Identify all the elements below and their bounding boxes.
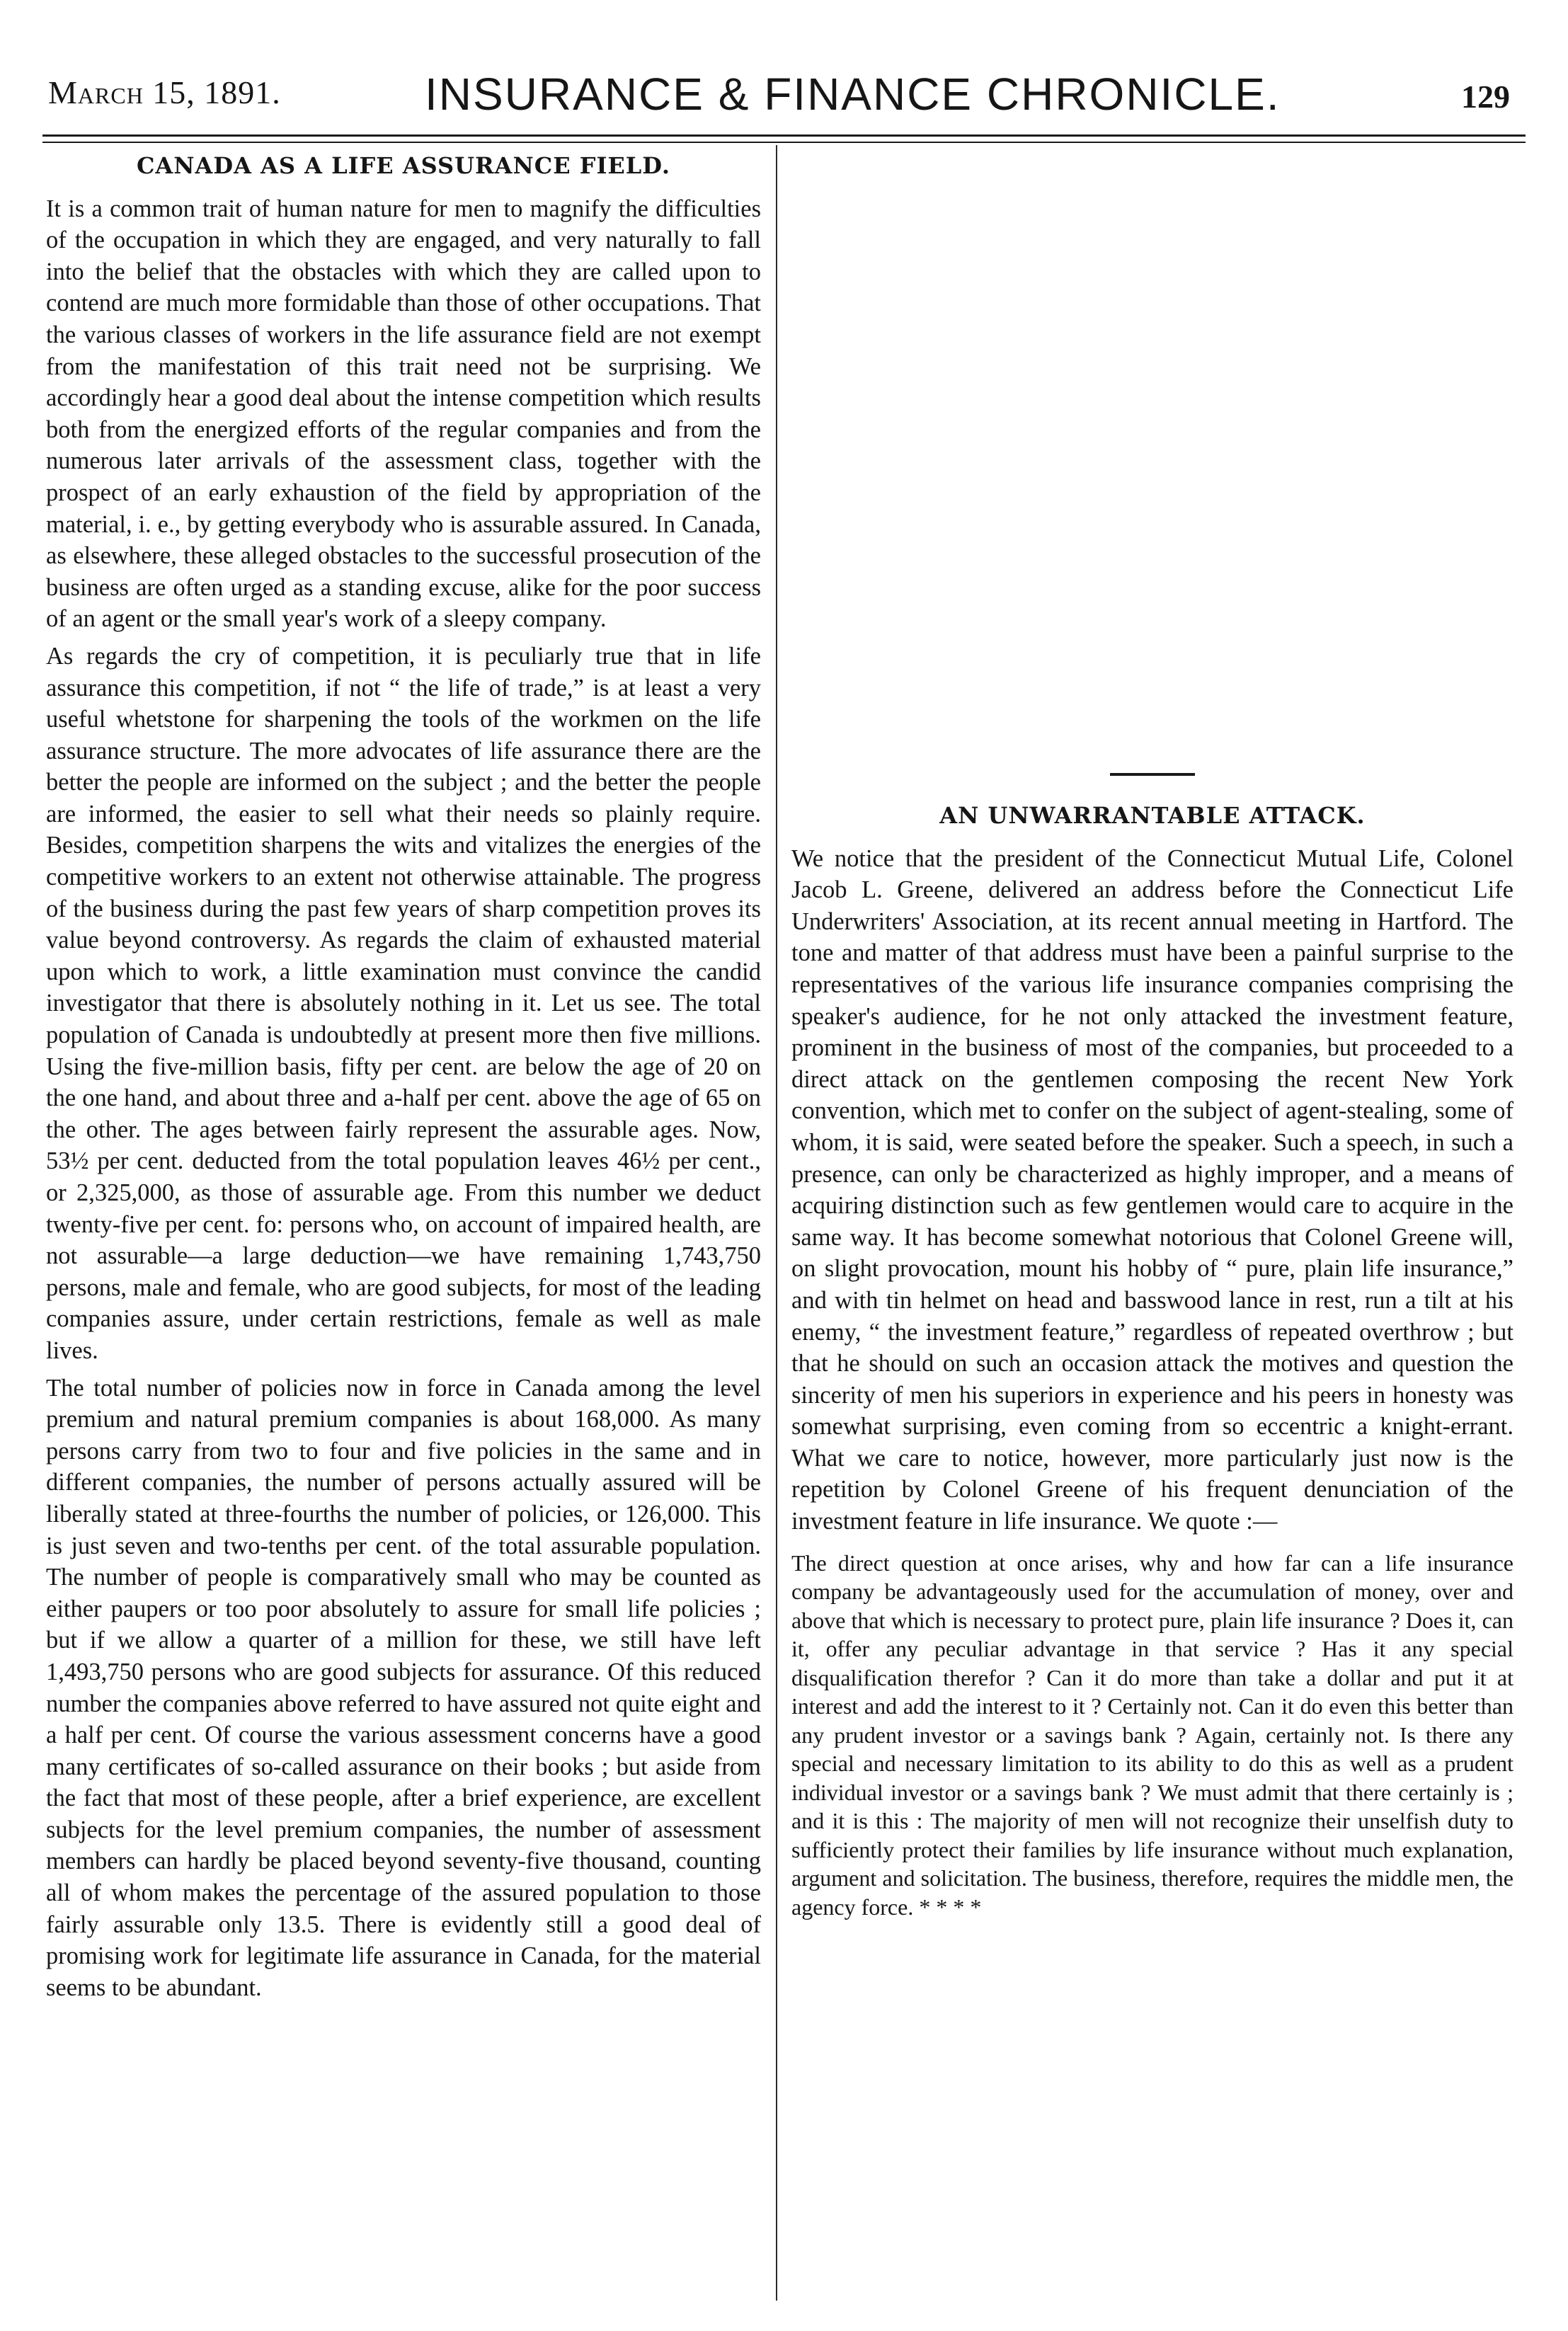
article-paragraph: The total number of policies now in force in Canada among the level premium and natural premium companies is about 168,000. As many persons carry from two to four and five policies in the same and in different companies, the number of persons actually assured will be liberally stated at three-fourths the number of policies, or 126,000. This is just seven and two-tenths per cent. of the total assurable population. The number of people is comparatively small who may be counted as either paupers or too poor absolutely to assure for small life policies ; but if we allow a quarter of a million for these, we still have left 1,493,750 persons who are good subjects for assurance. Of this reduced number the companies above referred to have assured not quite eight and a half per cent. Of course the various assessment concerns have a good many certificates of so-called assurance on their books ; but aside from the fact that most of these people, after a brief experience, are excellent subjects for the level premium companies, the number of assessment members can hardly be placed beyond seventy-five thousand, counting all of whom makes the percentage of the assured population to those fairly assurable only 13.5. There is evidently still a good deal of promising work for legitimate life assurance in Canada, for the material seems to be abundant. <box>46 1374 761 2001</box>
article-paragraph: It is a common trait of human nature for men to magnify the difficulties of the occupation in which they are engaged, and very naturally to fall into the belief that the obstacles with which they are called upon to contend are much more formidable than those of other occupations. That the various classes of workers in the life assurance field are not exempt from the manifestation of this trait need not be surprising. We accordingly hear a good deal about the intense competition which results both from the energized efforts of the regular companies and from the numerous later arrivals of the assessment class, together with the prospect of an early exhaustion of the field by appropriation of the material, i. e., by getting everybody who is assurable assured. In Canada, as elsewhere, these alleged obstacles to the successful prosecution of the business are often urged as a standing excuse, alike for the poor success of an agent or the small year's work of a sleepy company. <box>46 195 761 633</box>
issue-date: March 15, 1891. <box>48 74 281 110</box>
right-column <box>791 150 1513 1921</box>
section-rule <box>1110 773 1195 776</box>
article-heading-attack: AN UNWARRANTABLE ATTACK. <box>939 802 1366 829</box>
publication-title: INSURANCE & FINANCE CHRONICLE. <box>425 69 1281 120</box>
block-quote <box>791 1549 1513 1922</box>
quote-text: The direct question at once arises, why and how far can a life insurance company be advantageously used for the accumulation of money, over and above that which is necessary to protect pure, plain life insurance ? Does it, can it, offer any peculiar advantage in that service ? Has it any special disqualification therefor ? Can it do more than take a dollar and put it at interest and add the interest to it ? Certainly not. Can it do even this better than any prudent investor or a savings bank ? Again, certainly not. Is there any special and necessary limitation to its ability to do this as well as a prudent individual investor or a savings bank ? We must admit that there certainly is ; and it is this : The majority of men will not recognize their unselfish duty to sufficiently protect their families by life insurance without much explanation, argument and solicitation. The business, therefore, requires the middle men, the agency force. * * * * <box>791 1550 1513 1920</box>
left-column <box>46 150 761 2009</box>
article-heading-canada: CANADA AS A LIFE ASSURANCE FIELD. <box>136 152 671 179</box>
article-paragraph: We notice that the president of the Connecticut Mutual Life, Colonel Jacob L. Greene, delivered an address before the Connecticut Life Underwriters' Association, at its recent annual meeting in Hartford. The tone and matter of that address must have been a painful surprise to the representatives of the various life insurance companies comprising the speaker's audience, for he not only attacked the investment feature, prominent in the business of most of the companies, but proceeded to a direct attack on the gentlemen composing the recent New York convention, which met to confer on the subject of agent-stealing, some of whom, it is said, were seated before the speaker. Such a speech, in such a presence, can only be characterized as highly improper, and a means of acquiring distinction such as few gentlemen would care to acquire in the same way. It has become somewhat notorious that Colonel Greene will, on slight provocation, mount his hobby of “ pure, plain life insurance,” and with tin helmet on head and basswood lance in rest, run a tilt at his enemy, “ the investment feature,” regardless of repeated overthrow ; but that he should on such an occasion attack the motives and question the sincerity of men his superiors in experience and his peers in honesty was somewhat surprising, even coming from so eccentric a knight-errant. What we care to notice, however, more particularly just now is the repetition by Colonel Greene of his frequent denunciation of the investment feature in life insurance. We quote :— <box>791 844 1513 1535</box>
page-number: 129 <box>1461 79 1510 115</box>
article-paragraph: As regards the cry of competition, it is peculiarly true that in life assurance this competition, if not “ the life of trade,” is at least a very useful whetstone for sharpening the tools of the workmen on the life assurance structure. The more advocates of life assurance there are the better the people are informed on the subject ; and the better the people are informed, the easier to sell what their needs so plainly require. Besides, competition sharpens the wits and vitalizes the energies of the competitive workers to an extent not otherwise attainable. The progress of the business during the past few years of sharp competition proves its value beyond controversy. As regards the claim of exhausted material upon which to work, a little examination must convince the candid investigator that there is absolutely nothing in it. Let us see. The total population of Canada is undoubtedly at present more then five millions. Using the five-million basis, fifty per cent. are below the age of 20 on the one hand, and about three and a-half per cent. above the age of 65 on the other. The ages between fairly represent the assurable ages. Now, 53½ per cent. deducted from the total population leaves 46½ per cent., or 2,325,000, as those of assurable age. From this number we deduct twenty-five per cent. fo: persons who, on account of impaired health, are not assurable—a large deduction—we have remaining 1,743,750 persons, male and female, who are good subjects, for most of the leading companies assure, under certain restrictions, female as well as male lives. <box>46 642 761 1364</box>
masthead <box>0 68 1568 125</box>
column-divider <box>776 145 777 2301</box>
masthead-rule <box>42 134 1526 143</box>
